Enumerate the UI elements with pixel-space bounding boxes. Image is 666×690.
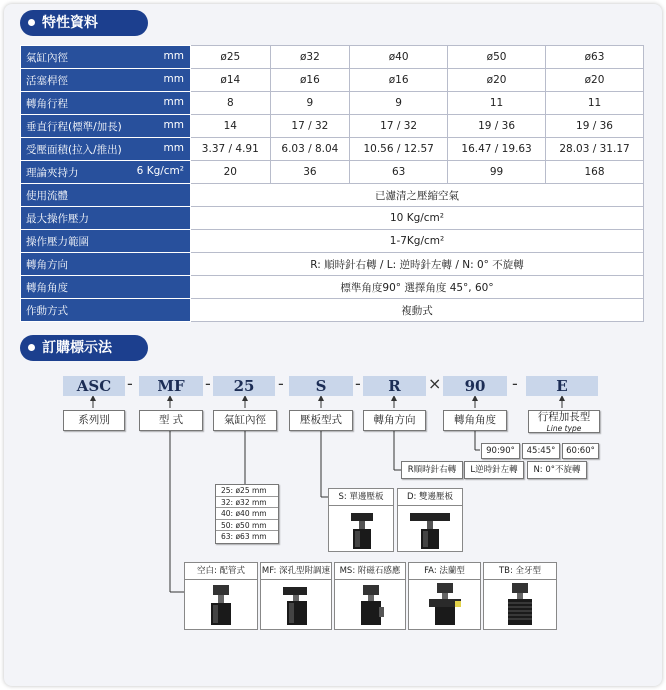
spec-label-text: 垂直行程(標準/加長) bbox=[26, 120, 122, 133]
spec-cell-wide: R: 順時針右轉 / L: 逆時針左轉 / N: 0° 不旋轉 bbox=[191, 253, 644, 276]
spec-unit-text: 6 Kg/cm² bbox=[136, 164, 184, 177]
spec-cell: ø16 bbox=[350, 69, 448, 92]
spec-unit-text: mm bbox=[163, 49, 184, 62]
spec-cell: 9 bbox=[270, 92, 350, 115]
spec-label-text: 氣缸內徑 bbox=[26, 51, 68, 64]
spec-unit-text: mm bbox=[163, 72, 184, 85]
angle-option-90: 90:90° bbox=[481, 443, 520, 459]
label-direction: 轉角方向 bbox=[363, 410, 426, 431]
spec-cell: 99 bbox=[448, 161, 546, 184]
bore-option: 63: ø63 mm bbox=[221, 532, 267, 542]
direction-option-l: L逆時針左轉 bbox=[464, 461, 524, 479]
spec-cell-wide: 10 Kg/cm² bbox=[191, 207, 644, 230]
spec-cell: 168 bbox=[546, 161, 644, 184]
spec-cell: ø40 bbox=[350, 46, 448, 69]
spec-unit-text: mm bbox=[163, 118, 184, 131]
spec-cell: 28.03 / 31.17 bbox=[546, 138, 644, 161]
separator: - bbox=[127, 374, 133, 393]
type-ms-caption: MS: 附磁石感應 bbox=[335, 563, 405, 580]
spec-cell: 36 bbox=[270, 161, 350, 184]
spec-label-text: 轉角行程 bbox=[26, 97, 68, 110]
spec-cell: 19 / 36 bbox=[546, 115, 644, 138]
order-section-title: 訂購標示法 bbox=[20, 335, 148, 361]
type-pipe-caption: 空白: 配管式 bbox=[185, 563, 257, 580]
direction-option-r: R順時針右轉 bbox=[401, 461, 463, 479]
separator: - bbox=[205, 374, 211, 393]
plate-single-caption: S: 單邊壓板 bbox=[329, 489, 393, 506]
spec-cell-wide: 標準角度90° 選擇角度 45°, 60° bbox=[191, 276, 644, 299]
label-extension-title: 行程加長型 bbox=[537, 411, 591, 423]
spec-cell: 10.56 / 12.57 bbox=[350, 138, 448, 161]
label-plate: 壓板型式 bbox=[289, 410, 353, 431]
angle-option-60: 60:60° bbox=[562, 443, 599, 459]
bore-option: 40: ø40 mm bbox=[216, 508, 278, 520]
type-mf-caption: MF: 深孔型附調速 bbox=[261, 563, 331, 580]
multiply-sign: × bbox=[428, 374, 442, 393]
spec-cell-wide: 已濾清之壓縮空氣 bbox=[191, 184, 644, 207]
spec-cell-wide: 複動式 bbox=[191, 299, 644, 322]
spec-cell: ø32 bbox=[270, 46, 350, 69]
bore-option: 50: ø50 mm bbox=[216, 520, 278, 532]
spec-row-label: 轉角角度 bbox=[21, 276, 191, 299]
spec-cell: 9 bbox=[350, 92, 448, 115]
spec-cell: 11 bbox=[448, 92, 546, 115]
cylinder-ms-image bbox=[335, 581, 405, 629]
code-extension: E bbox=[526, 376, 598, 396]
spec-cell: 6.03 / 8.04 bbox=[270, 138, 350, 161]
spec-cell-wide: 1-7Kg/cm² bbox=[191, 230, 644, 253]
separator: - bbox=[278, 374, 284, 393]
label-angle: 轉角角度 bbox=[443, 410, 507, 431]
code-direction: R bbox=[363, 376, 426, 396]
spec-label-text: 活塞桿徑 bbox=[26, 74, 68, 87]
spec-cell: ø63 bbox=[546, 46, 644, 69]
spec-row-label: 操作壓力範圍 bbox=[21, 230, 191, 253]
direction-option-n: N: 0°不旋轉 bbox=[527, 461, 587, 479]
spec-section-title: 特性資料 bbox=[20, 10, 148, 36]
code-angle: 90 bbox=[443, 376, 507, 396]
spec-row-label: 使用流體 bbox=[21, 184, 191, 207]
cylinder-pipe-image bbox=[185, 581, 257, 629]
spec-row-label: 作動方式 bbox=[21, 299, 191, 322]
spec-cell: 11 bbox=[546, 92, 644, 115]
type-tb-card bbox=[483, 562, 557, 630]
separator: - bbox=[355, 374, 361, 393]
spec-unit-text: mm bbox=[163, 95, 184, 108]
plate-double-card bbox=[397, 488, 463, 552]
spec-cell: 16.47 / 19.63 bbox=[448, 138, 546, 161]
label-extension bbox=[528, 410, 600, 433]
spec-cell: ø20 bbox=[546, 69, 644, 92]
plate-double-caption: D: 雙邊壓板 bbox=[398, 489, 462, 506]
cylinder-mf-image bbox=[261, 581, 331, 629]
spec-cell: ø20 bbox=[448, 69, 546, 92]
cylinder-flange-image bbox=[409, 581, 480, 629]
code-plate: S bbox=[289, 376, 353, 396]
type-mf-card bbox=[260, 562, 332, 630]
type-pipe-card bbox=[184, 562, 258, 630]
bore-option-list bbox=[215, 484, 279, 544]
label-bore: 氣缸內徑 bbox=[213, 410, 277, 431]
spec-cell: 19 / 36 bbox=[448, 115, 546, 138]
code-type: MF bbox=[139, 376, 203, 396]
bore-option: 32: ø32 mm bbox=[216, 497, 278, 509]
spec-label-text: 受壓面積(拉入/推出) bbox=[26, 143, 122, 156]
spec-cell: ø50 bbox=[448, 46, 546, 69]
cylinder-threaded-image bbox=[484, 581, 556, 629]
type-ms-card bbox=[334, 562, 406, 630]
type-tb-caption: TB: 全牙型 bbox=[484, 563, 556, 580]
spec-cell: 20 bbox=[191, 161, 271, 184]
spec-unit-text: mm bbox=[163, 141, 184, 154]
spec-cell: ø16 bbox=[270, 69, 350, 92]
separator: - bbox=[512, 374, 518, 393]
plate-single-card bbox=[328, 488, 394, 552]
spec-label-text: 理論夾持力 bbox=[26, 166, 79, 179]
spec-cell: 3.37 / 4.91 bbox=[191, 138, 271, 161]
code-bore: 25 bbox=[213, 376, 275, 396]
spec-row-label: 最大操作壓力 bbox=[21, 207, 191, 230]
cylinder-double-plate-image bbox=[398, 507, 462, 551]
bore-option: 25: ø25 mm bbox=[216, 485, 278, 497]
spec-cell: ø25 bbox=[191, 46, 271, 69]
label-type: 型 式 bbox=[139, 410, 203, 431]
label-extension-sub: Line type bbox=[546, 424, 582, 433]
code-series: ASC bbox=[63, 376, 125, 396]
spec-cell: 17 / 32 bbox=[270, 115, 350, 138]
label-series: 系列別 bbox=[63, 410, 125, 431]
angle-option-45: 45:45° bbox=[522, 443, 560, 459]
cylinder-single-plate-image bbox=[329, 507, 393, 551]
spec-cell: ø14 bbox=[191, 69, 271, 92]
spec-cell: 14 bbox=[191, 115, 271, 138]
spec-row-label: 轉角方向 bbox=[21, 253, 191, 276]
spec-cell: 8 bbox=[191, 92, 271, 115]
spec-cell: 63 bbox=[350, 161, 448, 184]
type-fa-caption: FA: 法蘭型 bbox=[409, 563, 480, 580]
spec-cell: 17 / 32 bbox=[350, 115, 448, 138]
type-fa-card bbox=[408, 562, 481, 630]
